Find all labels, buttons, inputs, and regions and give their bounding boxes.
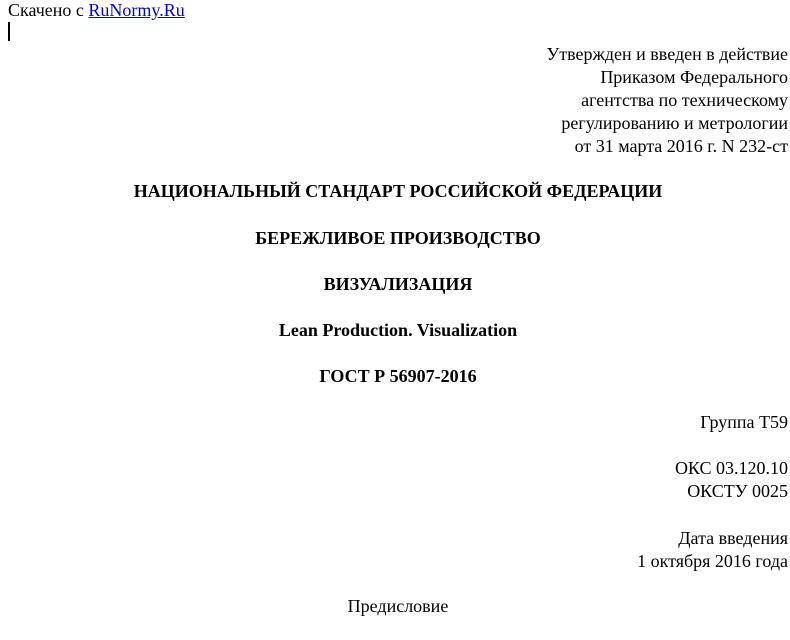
introduction-date: 1 октября 2016 года bbox=[637, 551, 788, 571]
okstu-code: ОКСТУ 0025 bbox=[687, 481, 788, 501]
classification-block bbox=[675, 457, 788, 503]
approval-block bbox=[546, 43, 788, 158]
preface-heading: Предисловие bbox=[347, 596, 449, 616]
standard-code: ГОСТ Р 56907-2016 bbox=[319, 366, 477, 386]
oks-code: ОКС 03.120.10 bbox=[674, 458, 788, 478]
english-title: Lean Production. Visualization bbox=[278, 320, 518, 340]
source-prefix: Скачено с bbox=[8, 0, 89, 20]
approval-line: Утвержден и введен в действие bbox=[546, 44, 788, 64]
introduction-label: Дата введения bbox=[678, 528, 788, 548]
approval-line: агентства по техническому bbox=[581, 90, 788, 110]
national-standard-title: НАЦИОНАЛЬНЫЙ СТАНДАРТ РОССИЙСКОЙ ФЕДЕРАЦИИ bbox=[133, 181, 663, 201]
source-link[interactable]: RuNormy.Ru bbox=[88, 0, 185, 20]
group-label: Группа Т59 bbox=[700, 412, 788, 432]
approval-line: Приказом Федерального bbox=[600, 67, 788, 87]
approval-line: регулированию и метрологии bbox=[561, 113, 788, 133]
text-cursor bbox=[8, 22, 10, 41]
group-block bbox=[700, 411, 788, 434]
topic-title: ВИЗУАЛИЗАЦИЯ bbox=[323, 274, 473, 294]
introduction-date-block bbox=[637, 527, 788, 573]
source-line bbox=[8, 0, 185, 20]
approval-line: от 31 марта 2016 г. N 232-ст bbox=[574, 136, 788, 156]
subject-title: БЕРЕЖЛИВОЕ ПРОИЗВОДСТВО bbox=[255, 228, 541, 248]
